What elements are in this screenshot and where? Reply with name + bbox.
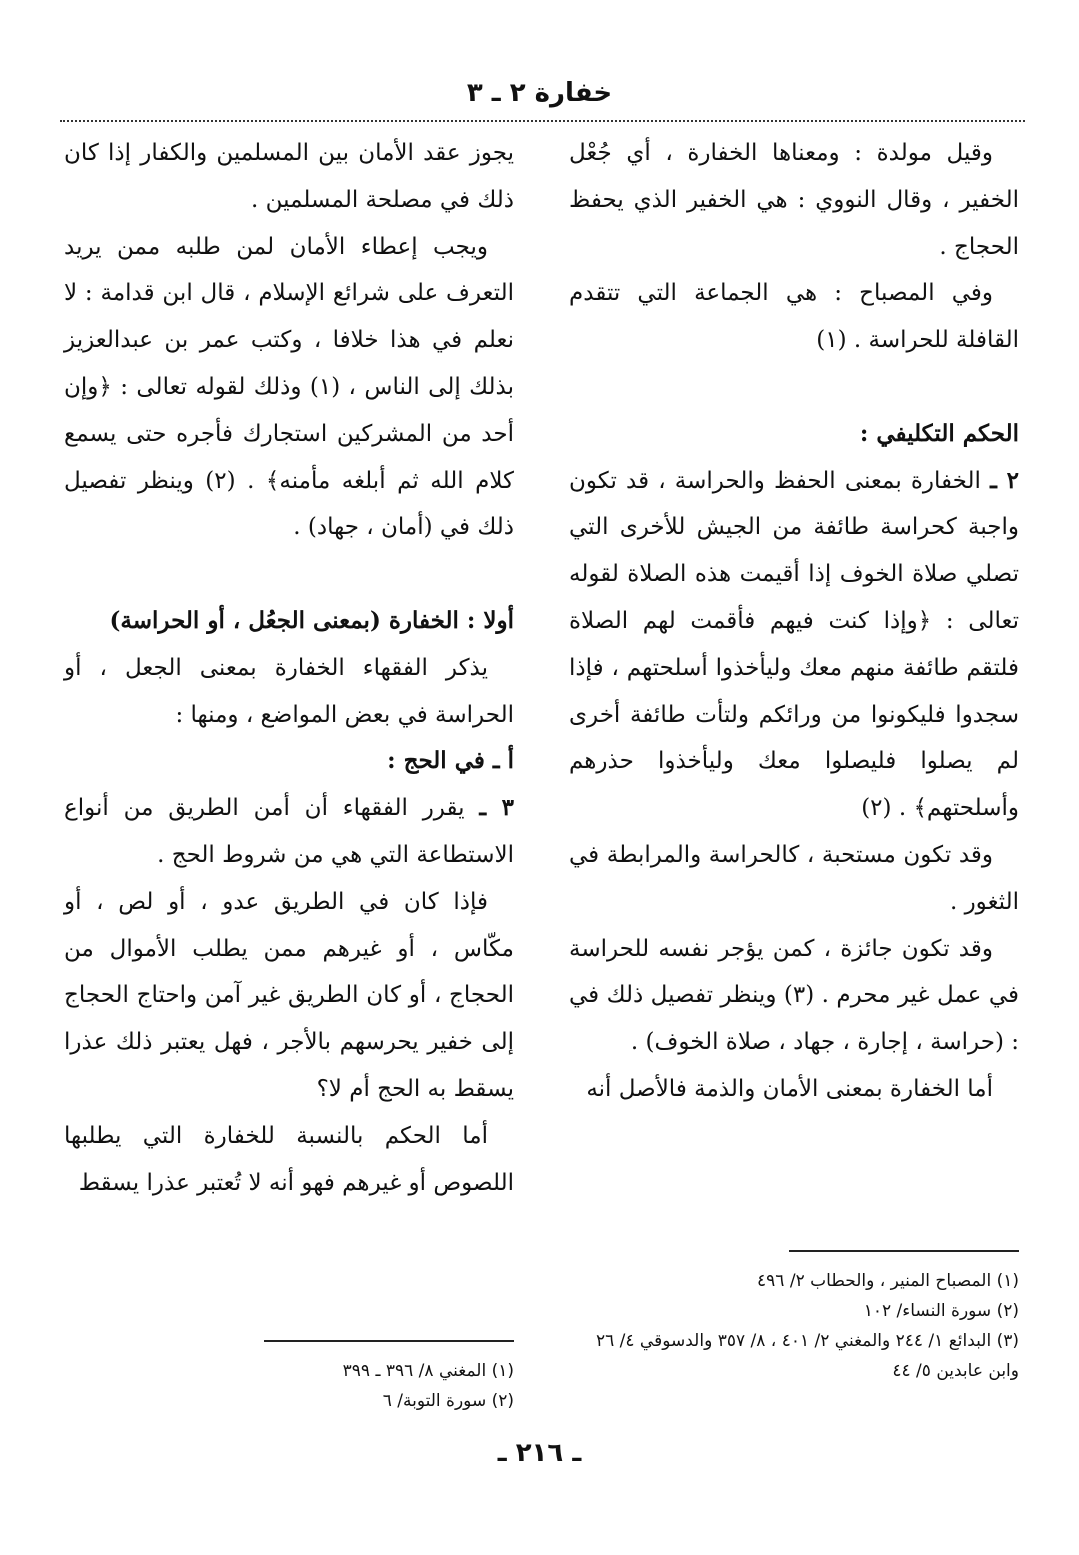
paragraph: فإذا كان في الطريق عدو ، أو لص ، أو مكّاس ، أو غيرهم ممن يطلب الأموال من الحجاج ، أو كان الطريق غير آمن واحتاج الحجاج إلى خفير يحرسهم بالأجر ، فهل يعتبر ذلك عذرا يسقط به الحج أم لا؟: [64, 888, 514, 1102]
paragraph: وقيل مولدة : ومعناها الخفارة ، أي جُعْل الخفير ، وقال النووي : هي الخفير الذي يحفظ الحجاج .: [569, 140, 1019, 260]
left-column: [64, 130, 514, 1206]
paragraph-number: ٢ ـ: [990, 466, 1020, 494]
paragraph: [64, 785, 514, 879]
section-heading: أولا : الخفارة (بمعنى الجعُل ، أو الحراسة): [109, 606, 514, 634]
footnotes-left: [64, 1340, 514, 1416]
page-number: ـ ٢١٦ ـ: [497, 1438, 582, 1468]
paragraph-text: الخفارة بمعنى الحفظ والحراسة ، قد تكون واجبة كحراسة طائفة من الجيش للأخرى التي تصلي صلاة الخوف إذا أقيمت هذه الصلاة لقوله تعالى : ﴿وإذا كنت فيهم فأقمت لهم الصلاة فلتقم طائفة منهم معك وليأخذوا أسلحتهم ، فإذا سجدوا فليكونوا من ورائكم ولتأت طائفة أخرى لم يصلوا فليصلوا معك وليأخذوا حذرهم وأسلحتهم﴾ . (٢): [569, 467, 1019, 822]
paragraph: [569, 458, 1019, 832]
footnote: (٢) سورة النساء/ ١٠٢: [863, 1301, 1019, 1321]
page-header: خفارة ٢ ـ ٣: [466, 78, 613, 108]
paragraph: يذكر الفقهاء الخفارة بمعنى الجعل ، أو الحراسة في بعض المواضع ، ومنها :: [64, 654, 514, 728]
footnote: (٣) البدائع ١/ ٢٤٤ والمغني ٢/ ٤٠١ ، ٨/ ٣٥٧ والدسوقي ٤/ ٢٦ وابن عابدين ٥/ ٤٤: [595, 1331, 1019, 1381]
footnote: (٢) سورة التوبة/ ٦: [382, 1391, 514, 1411]
paragraph-number: ٣ ـ: [479, 794, 514, 822]
paragraph: أما الخفارة بمعنى الأمان والذمة فالأصل أنه: [586, 1075, 993, 1102]
paragraph: وفي المصباح : هي الجماعة التي تتقدم القافلة للحراسة . (١): [569, 280, 1019, 354]
paragraph: ويجب إعطاء الأمان لمن طلبه ممن يريد التعرف على شرائع الإسلام ، قال ابن قدامة : لا نعلم في هذا خلافا ، وكتب عمر بن عبدالعزيز بذلك إلى الناس ، (١) وذلك لقوله تعالى : ﴿وإن أحد من المشركين استجارك فأجره حتى يسمع كلام الله ثم أبلغه مأمنه﴾ . (٢) وينظر تفصيل ذلك في (أمان ، جهاد) .: [64, 233, 514, 541]
footnote-rule: [789, 1250, 1019, 1252]
footnote: (١) المصباح المنير ، والحطاب ٢/ ٤٩٦: [757, 1271, 1019, 1291]
footnote: (١) المغني ٨/ ٣٩٦ ـ ٣٩٩: [342, 1361, 514, 1381]
paragraph: وقد تكون مستحبة ، كالحراسة والمرابطة في الثغور .: [569, 841, 1019, 915]
paragraph-text: يقرر الفقهاء أن أمن الطريق من أنواع الاستطاعة التي هي من شروط الحج .: [64, 795, 514, 868]
footnote-rule: [264, 1340, 514, 1342]
paragraph: وقد تكون جائزة ، كمن يؤجر نفسه للحراسة في عمل غير محرم . (٣) وينظر تفصيل ذلك في : (حراسة ، إجارة ، جهاد ، صلاة الخوف) .: [569, 935, 1019, 1056]
spacer: [569, 364, 1019, 411]
section-heading: الحكم التكليفي :: [859, 419, 1019, 447]
paragraph: يجوز عقد الأمان بين المسلمين والكفار إذا كان ذلك في مصلحة المسلمين .: [64, 140, 514, 213]
header-divider: [60, 120, 1025, 122]
sub-heading: أ ـ في الحج :: [387, 747, 514, 775]
footnotes-right: [569, 1250, 1019, 1386]
paragraph: أما الحكم بالنسبة للخفارة التي يطلبها اللصوص أو غيرهم فهو أنه لا تُعتبر عذرا يسقط: [64, 1122, 514, 1196]
right-column: [569, 130, 1019, 1113]
spacer: [64, 551, 514, 598]
